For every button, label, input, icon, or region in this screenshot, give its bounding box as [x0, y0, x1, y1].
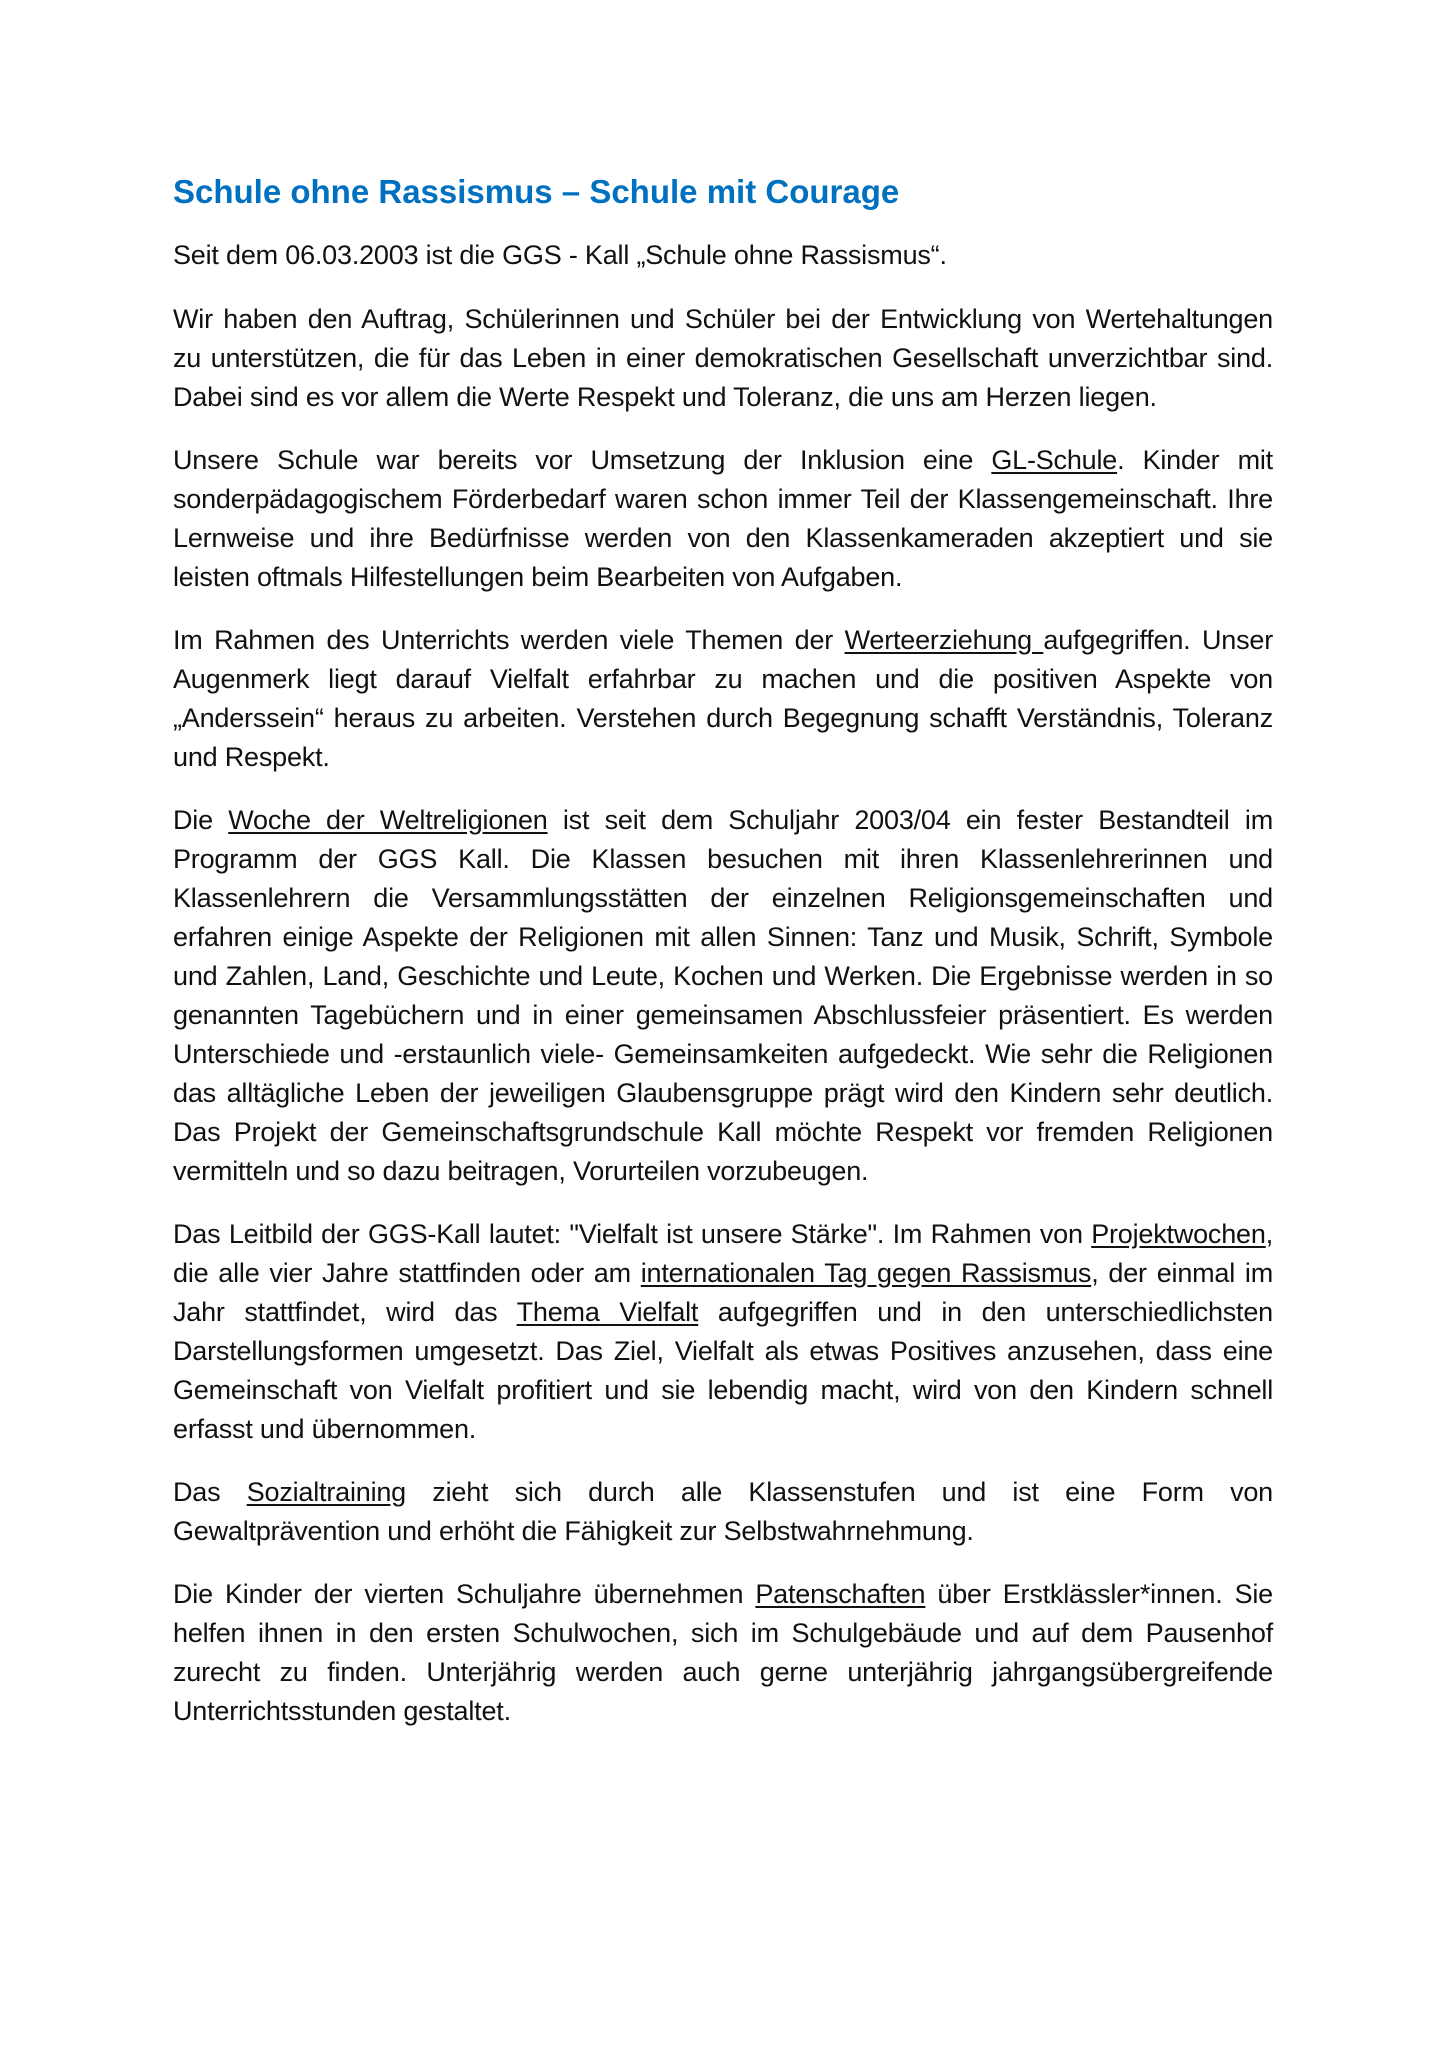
paragraph-text: Unsere Schule war bereits vor Umsetzung der Inklusion eine: [173, 445, 992, 475]
link-werteerziehung[interactable]: Werteerziehung: [844, 625, 1044, 655]
paragraph-text: , die alle vier Jahre stattfinden oder am: [173, 1219, 1273, 1288]
link-internationalen-tag-gegen-rassismus[interactable]: internationalen Tag gegen Rassismus: [640, 1258, 1092, 1288]
paragraph-8: [173, 1575, 1273, 1731]
document-body: [173, 236, 1273, 1731]
paragraph-2: [173, 300, 1273, 417]
paragraph-text: Seit dem 06.03.2003 ist die GGS - Kall „Schule ohne Rassismus“.: [173, 240, 947, 270]
paragraph-6: [173, 1215, 1273, 1449]
paragraph-text: zieht sich durch alle Klassenstufen und ist eine Form von Gewaltprävention und erhöht die Fähigkeit zur Selbstwahrnehmung.: [173, 1477, 1274, 1546]
paragraph-4: [173, 621, 1273, 777]
paragraph-text: über Erstklässler*innen. Sie helfen ihnen in den ersten Schulwochen, sich im Schulgebäude und auf dem Pausenhof zurecht zu finden. Unterjährig werden auch gerne unterjährig jahrgangsübergreifende Unterrichtsstunden gestaltet.: [173, 1579, 1273, 1726]
link-gl-schule[interactable]: GL-Schule: [991, 445, 1118, 475]
document-title: Schule ohne Rassismus – Schule mit Courage: [173, 173, 900, 210]
paragraph-text: aufgegriffen und in den unterschiedlichsten Darstellungsformen umgesetzt. Das Ziel, Vielfalt als etwas Positives anzusehen, dass eine Gemeinschaft von Vielfalt profitiert und sie lebendig macht, wird von den Kindern schnell erfasst und übernommen.: [173, 1297, 1273, 1444]
paragraph-text: . Kinder mit sonderpädagogischem Förderbedarf waren schon immer Teil der Klassengemeinschaft. Ihre Lernweise und ihre Bedürfnisse werden von den Klassenkameraden akzeptiert und sie leisten oftmals Hilfestellungen beim Bearbeiten von Aufgaben.: [173, 445, 1273, 592]
paragraph-text: ist seit dem Schuljahr 2003/04 ein fester Bestandteil im Programm der GGS Kall. Die Klassen besuchen mit ihren Klassenlehrerinnen und Klassenlehrern die Versammlungsstätten der einzelnen Religionsgemeinschaften und erfahren einige Aspekte der Religionen mit allen Sinnen: Tanz und Musik, Schrift, Symbole und Zahlen, Land, Geschichte und Leute, Kochen und Werken. Die Ergebnisse werden in so genannten Tagebüchern und in einer gemeinsamen Abschlussfeier präsentiert. Es werden Unterschiede und -erstaunlich viele- Gemeinsamkeiten aufgedeckt. Wie sehr die Religionen das alltägliche Leben der jeweiligen Glaubensgruppe prägt wird den Kindern sehr deutlich. Das Projekt der Gemeinschaftsgrundschule Kall möchte Respekt vor fremden Religionen vermitteln und so dazu beitragen, Vorurteilen vorzubeugen.: [173, 805, 1273, 1186]
document-page: [173, 170, 1273, 1755]
paragraph-3: [173, 441, 1273, 597]
paragraph-text: , der einmal im Jahr stattfindet, wird das: [173, 1258, 1273, 1327]
paragraph-text: Im Rahmen des Unterrichts werden viele Themen der: [173, 625, 845, 655]
paragraph-5: [173, 801, 1273, 1191]
paragraph-text: Die: [173, 805, 229, 835]
paragraph-7: [173, 1473, 1273, 1551]
paragraph-text: Das Leitbild der GGS-Kall lautet: "Vielfalt ist unsere Stärke". Im Rahmen von: [173, 1219, 1092, 1249]
paragraph-text: Die Kinder der vierten Schuljahre übernehmen: [173, 1579, 756, 1609]
link-sozialtraining[interactable]: Sozialtraining: [246, 1477, 406, 1507]
paragraph-text: Wir haben den Auftrag, Schülerinnen und Schüler bei der Entwicklung von Wertehaltungen zu unterstützen, die für das Leben in einer demokratischen Gesellschaft unverzichtbar sind. Dabei sind es vor allem die Werte Respekt und Toleranz, die uns am Herzen liegen.: [173, 304, 1273, 412]
paragraph-text: Das: [173, 1477, 247, 1507]
link-woche-der-weltreligionen[interactable]: Woche der Weltreligionen: [228, 805, 548, 835]
link-projektwochen[interactable]: Projektwochen: [1091, 1219, 1266, 1249]
link-thema-vielfalt[interactable]: Thema Vielfalt: [516, 1297, 699, 1327]
paragraph-text: aufgegriffen. Unser Augenmerk liegt darauf Vielfalt erfahrbar zu machen und die positiven Aspekte von „Anderssein“ heraus zu arbeiten. Verstehen durch Begegnung schafft Verständnis, Toleranz und Respekt.: [173, 625, 1273, 772]
link-patenschaften[interactable]: Patenschaften: [755, 1579, 926, 1609]
paragraph-1: [173, 236, 1273, 275]
